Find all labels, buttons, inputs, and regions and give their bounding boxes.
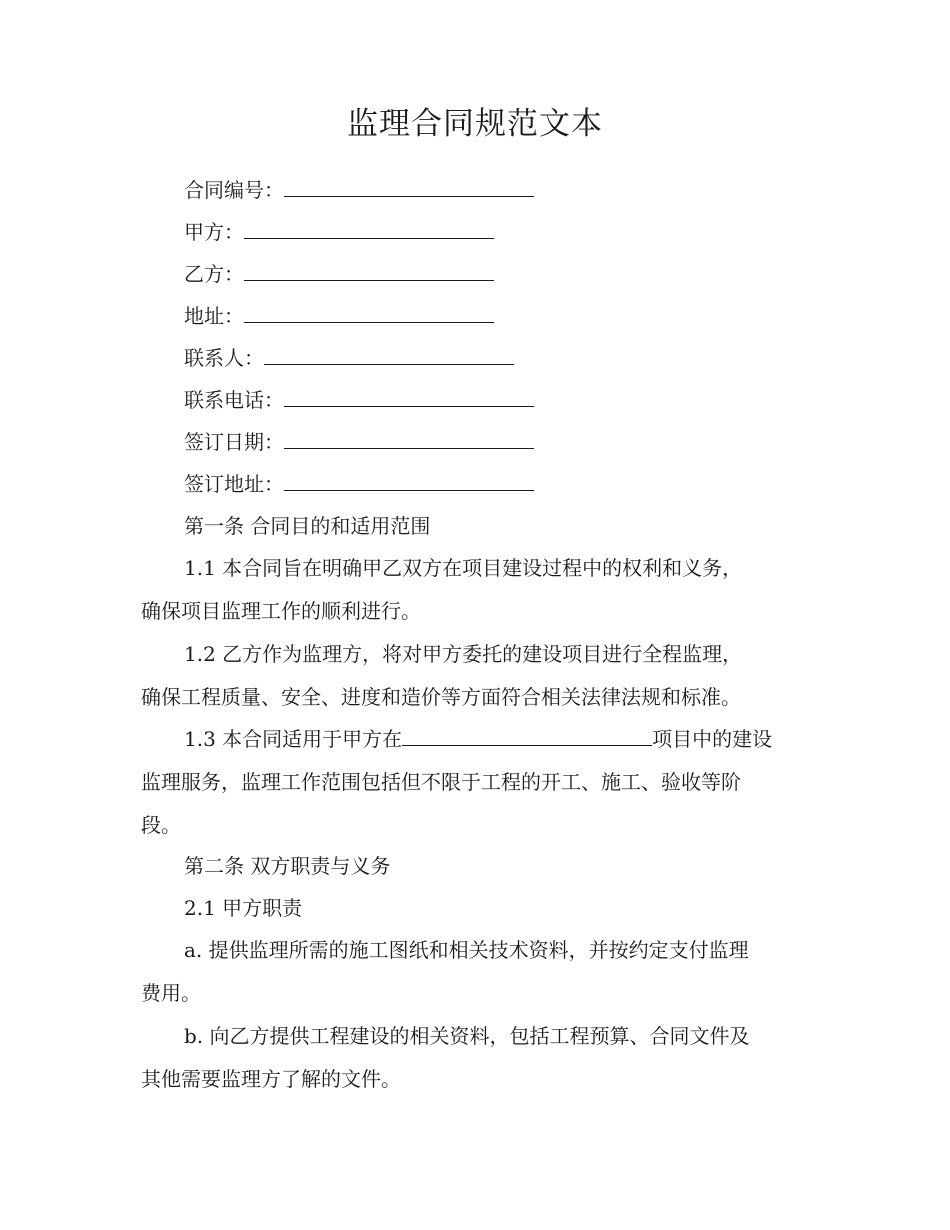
clause-1-3-prefix: 1.3 本合同适用于甲方在 (184, 727, 403, 751)
contract-number-blank (284, 176, 534, 197)
clause-2-1-heading: 2.1 甲方职责 (184, 896, 303, 920)
clause-1-3-line-3: 段。 (141, 813, 181, 837)
item-a-line-1: a. 提供监理所需的施工图纸和相关技术资料，并按约定支付监理 (184, 938, 749, 962)
section-1-heading: 第一条 合同目的和适用范围 (184, 514, 431, 538)
clause-1-3-suffix: 项目中的建设 (652, 727, 773, 751)
clause-1-2-line-2: 确保工程质量、安全、进度和造价等方面符合相关法律法规和标准。 (141, 685, 741, 709)
party-a-blank (244, 218, 494, 239)
clause-1-1-line-2: 确保项目监理工作的顺利进行。 (141, 599, 421, 623)
field-label: 甲方： (184, 220, 244, 244)
field-label: 地址： (184, 304, 244, 328)
item-b-line-2: 其他需要监理方了解的文件。 (141, 1067, 401, 1091)
field-label: 签订地址： (184, 472, 284, 496)
address-blank (244, 302, 494, 323)
contact-phone-blank (284, 386, 534, 407)
field-label: 联系电话： (184, 388, 284, 412)
signing-place-blank (284, 470, 534, 491)
clause-1-3-line-1 (184, 725, 772, 753)
item-b-line-1: b. 向乙方提供工程建设的相关资料，包括工程预算、合同文件及 (184, 1024, 750, 1048)
field-label: 合同编号： (184, 178, 284, 202)
clause-1-1-line-1: 1.1 本合同旨在明确甲乙双方在项目建设过程中的权利和义务， (184, 556, 743, 580)
field-contact-person (184, 344, 514, 372)
section-2-heading: 第二条 双方职责与义务 (184, 854, 391, 878)
field-contract-number (184, 176, 534, 204)
contact-person-blank (264, 344, 514, 365)
field-label: 签订日期： (184, 430, 284, 454)
field-address (184, 302, 494, 330)
clause-1-3-line-2: 监理服务，监理工作范围包括但不限于工程的开工、施工、验收等阶 (141, 770, 741, 794)
party-b-blank (244, 260, 494, 281)
document-title: 监理合同规范文本 (347, 106, 603, 142)
project-name-blank (402, 725, 652, 746)
field-party-b (184, 260, 494, 288)
field-signing-place (184, 470, 534, 498)
item-a-line-2: 费用。 (141, 981, 201, 1005)
clause-1-2-line-1: 1.2 乙方作为监理方，将对甲方委托的建设项目进行全程监理， (184, 642, 743, 666)
field-contact-phone (184, 386, 534, 414)
field-signing-date (184, 428, 534, 456)
signing-date-blank (284, 428, 534, 449)
field-label: 联系人： (184, 346, 264, 370)
field-party-a (184, 218, 494, 246)
field-label: 乙方： (184, 262, 244, 286)
